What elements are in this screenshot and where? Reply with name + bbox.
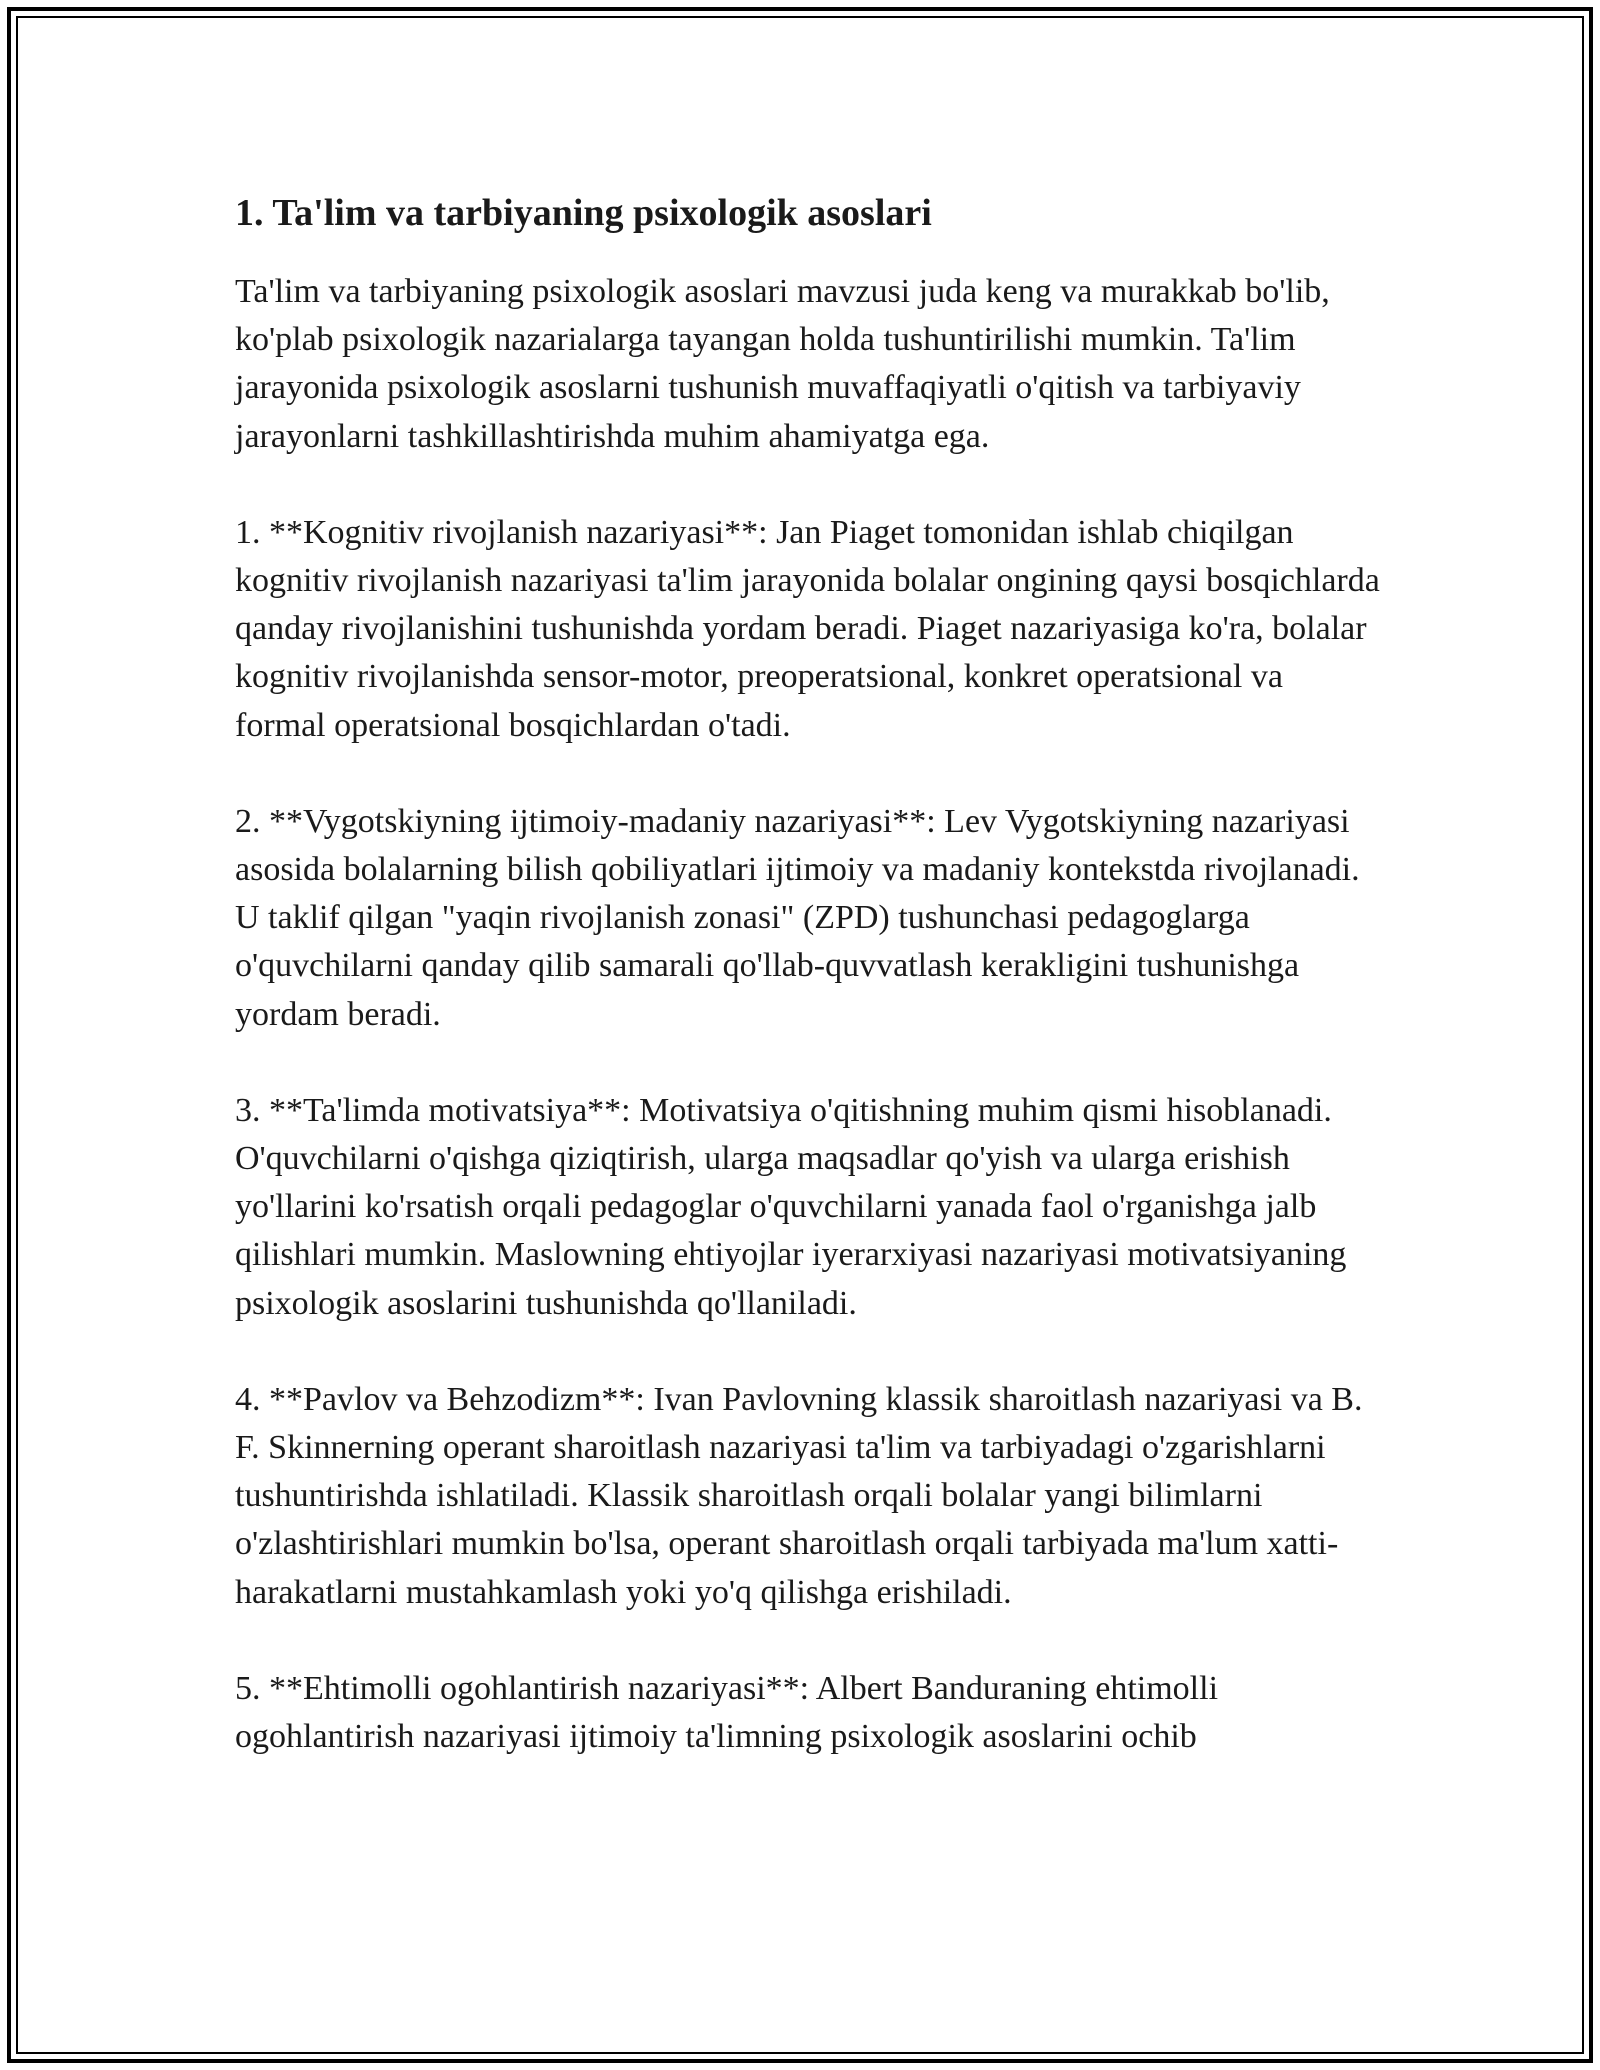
- paragraph-vygotsky-theory: 2. **Vygotskiyning ijtimoiy-madaniy nazariyasi**: Lev Vygotskiyning nazariyasi asosida bolalarning bilish qobiliyatlari ijtimoiy va madaniy kontekstda rivojlanadi. U taklif qilgan "yaqin rivojlanish zonasi" (ZPD) tushunchasi pedagoglarga o'quvchilarni qanday qilib samarali qo'llab-quvvatlash kerakligini tushunishga yordam beradi.: [235, 802, 1360, 1033]
- document-title: 1. Ta'lim va tarbiyaning psixologik asoslari: [235, 192, 932, 234]
- document-body: [235, 184, 1380, 1809]
- paragraph-motivation: 3. **Ta'limda motivatsiya**: Motivatsiya o'qitishning muhim qismi hisoblanadi. O'quvchilarni o'qishga qiziqtirish, ularga maqsadlar qo'yish va ularga erishish yo'llarini ko'rsatish orqali pedagoglar o'quvchilarni yanada faol o'rganishga jalb qilishlari mumkin. Maslowning ehtiyojlar iyerarxiyasi nazariyasi motivatsiyaning psixologik asoslarini tushunishda qo'llaniladi.: [235, 1091, 1347, 1322]
- paragraph-cognitive-theory: 1. **Kognitiv rivojlanish nazariyasi**: Jan Piaget tomonidan ishlab chiqilgan kognitiv rivojlanish nazariyasi ta'lim jarayonida bolalar ongining qaysi bosqichlarda qanday rivojlanishini tushunishda yordam beradi. Piaget nazariyasiga ko'ra, bolalar kognitiv rivojlanishda sensor-motor, preoperatsional, konkret operatsional va formal operatsional bosqichlardan o'tadi.: [235, 513, 1380, 744]
- paragraph-intro: Ta'lim va tarbiyaning psixologik asoslari mavzusi juda keng va murakkab bo'lib, ko'plab psixologik nazarialarga tayangan holda tushuntirilishi mumkin. Ta'lim jarayonida psixologik asoslarni tushunish muvaffaqiyatli o'qitish va tarbiyaviy jarayonlarni tashkillashtirishda muhim ahamiyatga ega.: [235, 273, 1330, 455]
- paragraph-pavlov-behaviorism: 4. **Pavlov va Behzodizm**: Ivan Pavlovning klassik sharoitlash nazariyasi va B. F. Skinnerning operant sharoitlash nazariyasi ta'lim va tarbiyadagi o'zgarishlarni tushuntirishda ishlatiladi. Klassik sharoitlash orqali bolalar yangi bilimlarni o'zlashtirishlari mumkin bo'lsa, operant sharoitlash orqali tarbiyada ma'lum xatti-harakatlarni mustahkamlash yoki yo'q qilishga erishiladi.: [235, 1380, 1363, 1611]
- paragraph-bandura-theory: 5. **Ehtimolli ogohlantirish nazariyasi**: Albert Banduraning ehtimolli ogohlantirish nazariyasi ijtimoiy ta'limning psixologik asoslarini ochib: [235, 1669, 1219, 1756]
